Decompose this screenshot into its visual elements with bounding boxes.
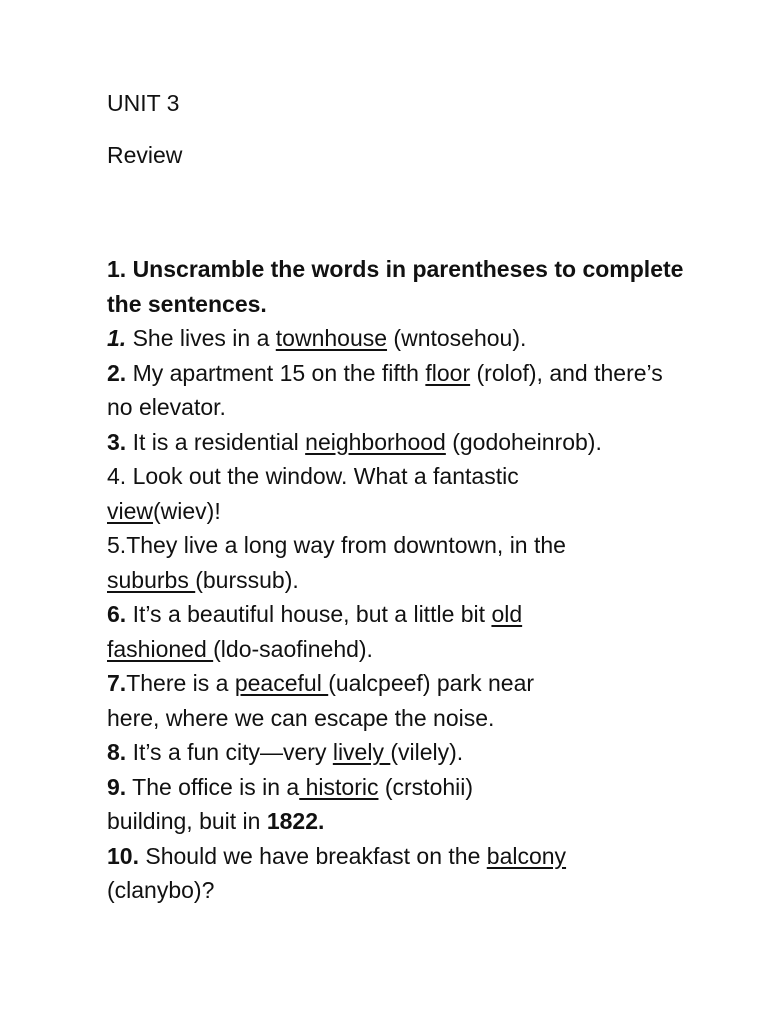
exercise-item-3 — [107, 425, 707, 460]
item-text-after: (wntosehou). — [387, 325, 527, 351]
item-answer: balcony — [486, 842, 567, 869]
section-title: Review — [107, 142, 183, 168]
item-text-before: They live a long way from downtown, in the — [126, 532, 566, 558]
item-answer: historic — [299, 773, 379, 800]
item-text-before: It’s a fun city—very — [126, 739, 333, 765]
item-number: 8. — [107, 739, 127, 765]
item-number: 6. — [107, 601, 127, 627]
item-answer: lively — [332, 739, 391, 765]
item-text-after: (godoheinrob). — [445, 428, 602, 455]
item-answer: peaceful — [234, 670, 329, 696]
item-number: 7. — [107, 670, 127, 696]
item-text-after: (ualcpeef) park near here, where we can escape the noise. — [107, 670, 535, 731]
item-text-before: There is a — [126, 670, 235, 696]
item-text-before: It is a residential — [126, 428, 306, 455]
item-number: 9. — [107, 773, 127, 800]
item-text-after: (vilely). — [390, 739, 464, 765]
item-text-before: Look out the window. What a fantastic — [126, 463, 519, 489]
exercise-item-6 — [107, 597, 597, 666]
item-answer: view — [107, 497, 154, 524]
exercise-item-8 — [107, 735, 707, 770]
item-number: 4. — [107, 463, 127, 489]
item-text-before: Should we have breakfast on the — [138, 842, 487, 869]
item-number: 3. — [107, 428, 127, 455]
item-text-before: She lives in a — [126, 325, 276, 351]
exercise-instruction: 1. Unscramble the words in parentheses to complete the sentences. — [107, 256, 684, 317]
item-answer: floor — [425, 359, 471, 386]
exercise-item-4 — [107, 459, 587, 528]
item-number: 10. — [107, 842, 139, 869]
item-text-after: (wiev)! — [153, 497, 221, 524]
exercise-item-1 — [107, 321, 707, 356]
item-text-before: The office is in a — [126, 773, 300, 800]
exercise-item-5 — [107, 528, 647, 597]
exercise-item-2 — [107, 356, 667, 425]
item-text-before: My apartment 15 on the fifth — [126, 359, 426, 386]
item-number: 1. — [107, 325, 127, 351]
worksheet-page — [107, 86, 707, 908]
item-year: 1822. — [266, 808, 325, 834]
item-text-after: (crstohii) building, buit in — [107, 773, 474, 834]
item-text-after: (clanybo)? — [107, 877, 215, 903]
unit-title: UNIT 3 — [107, 90, 180, 116]
item-answer: townhouse — [275, 325, 388, 351]
item-number: 5. — [107, 532, 127, 558]
item-answer: suburbs — [107, 566, 196, 593]
exercise-item-9 — [107, 770, 527, 839]
exercise-item-10 — [107, 839, 627, 908]
item-number: 2. — [107, 359, 127, 386]
item-answer: neighborhood — [305, 428, 446, 455]
item-text-after: (rolof), and there’s no elevator. — [107, 359, 663, 420]
item-answer: old fashioned — [107, 601, 523, 662]
item-text-before: It’s a beautiful house, but a little bit — [126, 601, 492, 627]
exercise-item-7 — [107, 666, 582, 735]
item-text-after: (ldo-saofinehd). — [213, 635, 373, 662]
item-text-after: (burssub). — [195, 566, 299, 593]
